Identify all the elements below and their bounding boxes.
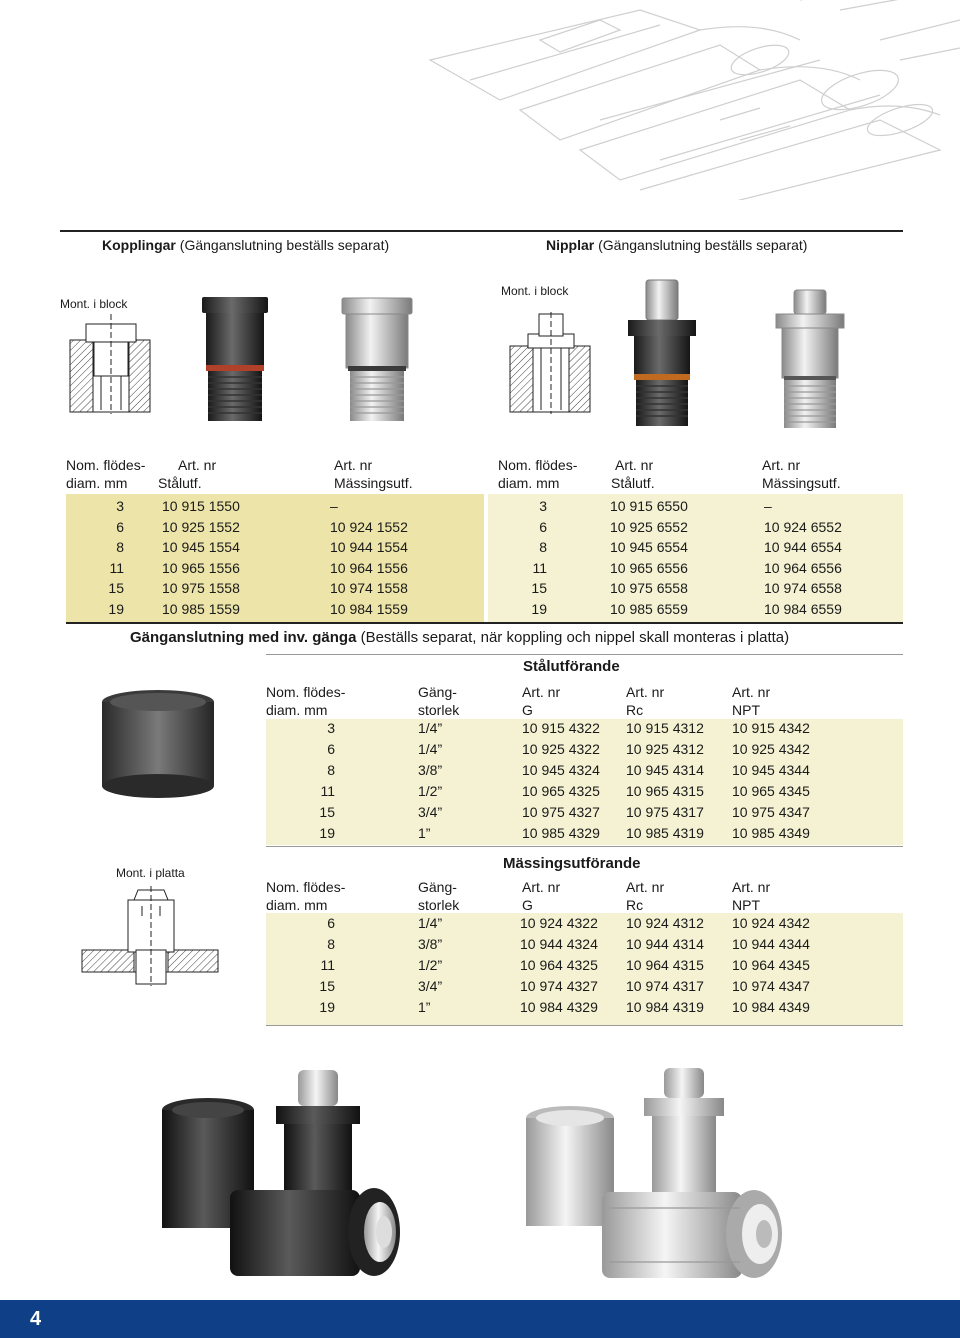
stal-title: Stålutförande bbox=[523, 658, 620, 675]
black-couplings-photo bbox=[158, 1062, 478, 1290]
nipplar-title bbox=[546, 237, 807, 253]
nipplar-title-rest: (Gänganslutning beställs separat) bbox=[594, 237, 808, 253]
s-h2b: storlek bbox=[418, 702, 460, 718]
k-h3b: Mässingsutf. bbox=[334, 475, 413, 491]
m-g: 10 964 4325 bbox=[520, 957, 598, 973]
s-npt: 10 975 4347 bbox=[732, 804, 810, 820]
s-rc: 10 985 4319 bbox=[626, 825, 704, 841]
kopplingar-title-rest: (Gänganslutning beställs separat) bbox=[175, 237, 390, 253]
nipple-brass-photo bbox=[770, 288, 850, 430]
k-stal: 10 925 1552 bbox=[162, 518, 240, 535]
k-mass: 10 984 1559 bbox=[330, 601, 408, 617]
mass-rule bbox=[266, 1025, 903, 1026]
m-h4a: Art. nr bbox=[626, 879, 665, 895]
n-d: 3 bbox=[539, 498, 547, 514]
s-g: 10 925 4322 bbox=[522, 741, 600, 757]
table-row bbox=[488, 496, 903, 517]
s-h5b: NPT bbox=[732, 702, 760, 718]
k-d: 15 bbox=[108, 580, 124, 597]
n-h1a: Nom. flödes- bbox=[498, 457, 578, 473]
m-g: 10 984 4329 bbox=[520, 999, 598, 1015]
s-rc: 10 915 4312 bbox=[626, 720, 704, 736]
m-h4b: Rc bbox=[626, 897, 644, 913]
nipplar-table-header bbox=[498, 456, 908, 492]
m-d: 11 bbox=[320, 957, 335, 973]
k-stal: 10 975 1558 bbox=[162, 580, 240, 597]
table-row bbox=[66, 517, 484, 538]
k-h1b: diam. mm bbox=[66, 475, 128, 491]
n-mass: 10 974 6558 bbox=[764, 580, 842, 597]
table-row bbox=[266, 718, 903, 739]
platta-mount-label: Mont. i platta bbox=[116, 866, 185, 880]
table-row bbox=[66, 558, 484, 579]
s-h4a: Art. nr bbox=[626, 684, 665, 700]
table-row bbox=[266, 955, 903, 976]
m-rc: 10 944 4314 bbox=[626, 936, 704, 952]
m-h3a: Art. nr bbox=[522, 879, 561, 895]
s-g: 10 965 4325 bbox=[522, 783, 600, 799]
table-row bbox=[488, 537, 903, 558]
s-rc: 10 975 4317 bbox=[626, 804, 704, 820]
s-d: 19 bbox=[319, 825, 335, 841]
k-stal: 10 985 1559 bbox=[162, 601, 240, 617]
n-d: 6 bbox=[539, 518, 547, 535]
s-g: 10 945 4324 bbox=[522, 762, 600, 778]
hero-line-art bbox=[0, 0, 960, 200]
s-npt: 10 945 4344 bbox=[732, 762, 810, 778]
s-h3b: G bbox=[522, 702, 533, 718]
m-h1a: Nom. flödes- bbox=[266, 879, 346, 895]
m-npt: 10 944 4344 bbox=[732, 936, 810, 952]
n-mass: 10 984 6559 bbox=[764, 601, 842, 617]
s-rc: 10 925 4312 bbox=[626, 741, 704, 757]
s-size: 1/4” bbox=[418, 720, 443, 736]
n-d: 15 bbox=[531, 580, 547, 597]
silver-couplings-photo bbox=[520, 1062, 820, 1290]
nipplar-mount-label: Mont. i block bbox=[501, 284, 569, 298]
n-h2b: Stålutf. bbox=[611, 475, 655, 491]
m-size: 1/2” bbox=[418, 957, 443, 973]
n-h3b: Mässingsutf. bbox=[762, 475, 841, 491]
n-h3a: Art. nr bbox=[762, 457, 801, 473]
m-size: 3/4” bbox=[418, 978, 443, 994]
m-h2b: storlek bbox=[418, 897, 460, 913]
k-mass: 10 974 1558 bbox=[330, 580, 408, 597]
s-size: 1/2” bbox=[418, 783, 443, 799]
mass-header bbox=[266, 878, 906, 914]
m-npt: 10 924 4342 bbox=[732, 915, 810, 931]
s-h3a: Art. nr bbox=[522, 684, 561, 700]
table-row bbox=[266, 976, 903, 997]
s-size: 3/8” bbox=[418, 762, 443, 778]
n-mass: 10 964 6556 bbox=[764, 559, 842, 576]
coupling-brass-photo bbox=[338, 296, 416, 424]
mid-rule bbox=[66, 622, 903, 624]
table-row bbox=[66, 578, 484, 599]
m-rc: 10 974 4317 bbox=[626, 978, 704, 994]
m-npt: 10 964 4345 bbox=[732, 957, 810, 973]
ganganslutning-title-bold: Gänganslutning med inv. gänga bbox=[130, 629, 357, 646]
table-row bbox=[488, 599, 903, 620]
thread-adaptor-photo bbox=[98, 688, 218, 800]
mass-title: Mässingsutförande bbox=[503, 855, 641, 872]
n-mass: – bbox=[764, 498, 772, 514]
platta-mount-diagram bbox=[80, 886, 220, 988]
n-d: 8 bbox=[539, 539, 547, 556]
s-h1a: Nom. flödes- bbox=[266, 684, 346, 700]
table-row bbox=[66, 496, 484, 517]
s-size: 3/4” bbox=[418, 804, 443, 820]
m-h5b: NPT bbox=[732, 897, 760, 913]
k-mass: 10 944 1554 bbox=[330, 539, 408, 556]
ganganslutning-title-rest: (Beställs separat, när koppling och nippel skall monteras i platta) bbox=[356, 629, 790, 646]
table-row bbox=[488, 578, 903, 599]
s-d: 6 bbox=[327, 741, 335, 757]
m-npt: 10 984 4349 bbox=[732, 999, 810, 1015]
n-h1b: diam. mm bbox=[498, 475, 560, 491]
s-npt: 10 985 4349 bbox=[732, 825, 810, 841]
n-d: 11 bbox=[532, 559, 547, 576]
k-d: 3 bbox=[116, 498, 124, 514]
nipplar-title-bold: Nipplar bbox=[546, 237, 595, 253]
coupling-steel-photo bbox=[196, 295, 274, 423]
table-row bbox=[266, 997, 903, 1018]
n-stal: 10 985 6559 bbox=[610, 601, 688, 617]
s-d: 15 bbox=[319, 804, 335, 820]
k-stal: 10 965 1556 bbox=[162, 559, 240, 576]
table-row bbox=[266, 760, 903, 781]
s-npt: 10 925 4342 bbox=[732, 741, 810, 757]
footer-bar bbox=[0, 1300, 960, 1338]
s-h5a: Art. nr bbox=[732, 684, 771, 700]
m-d: 8 bbox=[327, 936, 335, 952]
m-size: 1/4” bbox=[418, 915, 443, 931]
m-g: 10 974 4327 bbox=[520, 978, 598, 994]
s-g: 10 915 4322 bbox=[522, 720, 600, 736]
k-d: 11 bbox=[109, 559, 124, 576]
n-h2a: Art. nr bbox=[615, 457, 654, 473]
m-h3b: G bbox=[522, 897, 533, 913]
coupling-block-diagram bbox=[66, 312, 156, 416]
table-row bbox=[488, 517, 903, 538]
table-row bbox=[66, 537, 484, 558]
m-d: 6 bbox=[327, 915, 335, 931]
m-size: 1” bbox=[418, 999, 431, 1015]
stal-rule bbox=[266, 846, 903, 847]
s-d: 3 bbox=[327, 720, 335, 736]
s-d: 8 bbox=[327, 762, 335, 778]
m-size: 3/8” bbox=[418, 936, 443, 952]
nipple-steel-photo bbox=[624, 278, 700, 428]
s-h2a: Gäng- bbox=[418, 684, 457, 700]
k-stal: 10 915 1550 bbox=[162, 498, 240, 514]
nipple-block-diagram bbox=[506, 312, 596, 416]
s-h1b: diam. mm bbox=[266, 702, 328, 718]
s-h4b: Rc bbox=[626, 702, 644, 718]
table-row bbox=[266, 823, 903, 844]
s-size: 1” bbox=[418, 825, 431, 841]
k-stal: 10 945 1554 bbox=[162, 539, 240, 556]
n-stal: 10 945 6554 bbox=[610, 539, 688, 556]
table-row bbox=[266, 934, 903, 955]
m-h2a: Gäng- bbox=[418, 879, 457, 895]
n-mass: 10 924 6552 bbox=[764, 518, 842, 535]
k-mass: 10 924 1552 bbox=[330, 518, 408, 535]
s-rc: 10 945 4314 bbox=[626, 762, 704, 778]
ganganslutning-title bbox=[130, 629, 789, 646]
table-row bbox=[266, 739, 903, 760]
n-stal: 10 915 6550 bbox=[610, 498, 688, 514]
kopplingar-table-header bbox=[66, 456, 486, 492]
k-mass: – bbox=[330, 498, 338, 514]
k-mass: 10 964 1556 bbox=[330, 559, 408, 576]
m-h1b: diam. mm bbox=[266, 897, 328, 913]
m-rc: 10 924 4312 bbox=[626, 915, 704, 931]
kopplingar-title bbox=[102, 237, 389, 253]
table-row bbox=[488, 558, 903, 579]
kopplingar-title-bold: Kopplingar bbox=[102, 237, 176, 253]
kopplingar-mount-label: Mont. i block bbox=[60, 297, 128, 311]
n-d: 19 bbox=[531, 601, 547, 617]
n-stal: 10 965 6556 bbox=[610, 559, 688, 576]
k-h2b: Stålutf. bbox=[158, 475, 202, 491]
s-g: 10 985 4329 bbox=[522, 825, 600, 841]
s-npt: 10 965 4345 bbox=[732, 783, 810, 799]
k-h1a: Nom. flödes- bbox=[66, 457, 146, 473]
m-g: 10 944 4324 bbox=[520, 936, 598, 952]
m-rc: 10 964 4315 bbox=[626, 957, 704, 973]
table-row bbox=[266, 781, 903, 802]
table-row bbox=[266, 802, 903, 823]
n-stal: 10 925 6552 bbox=[610, 518, 688, 535]
k-h3a: Art. nr bbox=[334, 457, 373, 473]
n-mass: 10 944 6554 bbox=[764, 539, 842, 556]
table-row bbox=[66, 599, 484, 620]
m-npt: 10 974 4347 bbox=[732, 978, 810, 994]
s-size: 1/4” bbox=[418, 741, 443, 757]
m-g: 10 924 4322 bbox=[520, 915, 598, 931]
m-rc: 10 984 4319 bbox=[626, 999, 704, 1015]
stal-header bbox=[266, 683, 906, 719]
table-row bbox=[266, 913, 903, 934]
s-d: 11 bbox=[320, 783, 335, 799]
m-d: 19 bbox=[319, 999, 335, 1015]
s-g: 10 975 4327 bbox=[522, 804, 600, 820]
k-d: 8 bbox=[116, 539, 124, 556]
s-rc: 10 965 4315 bbox=[626, 783, 704, 799]
ganganslutning-rule bbox=[266, 654, 903, 655]
m-d: 15 bbox=[319, 978, 335, 994]
page-number: 4 bbox=[30, 1308, 42, 1330]
k-d: 19 bbox=[108, 601, 124, 617]
m-h5a: Art. nr bbox=[732, 879, 771, 895]
k-d: 6 bbox=[116, 518, 124, 535]
top-rule bbox=[60, 230, 903, 232]
k-h2a: Art. nr bbox=[178, 457, 217, 473]
n-stal: 10 975 6558 bbox=[610, 580, 688, 597]
s-npt: 10 915 4342 bbox=[732, 720, 810, 736]
